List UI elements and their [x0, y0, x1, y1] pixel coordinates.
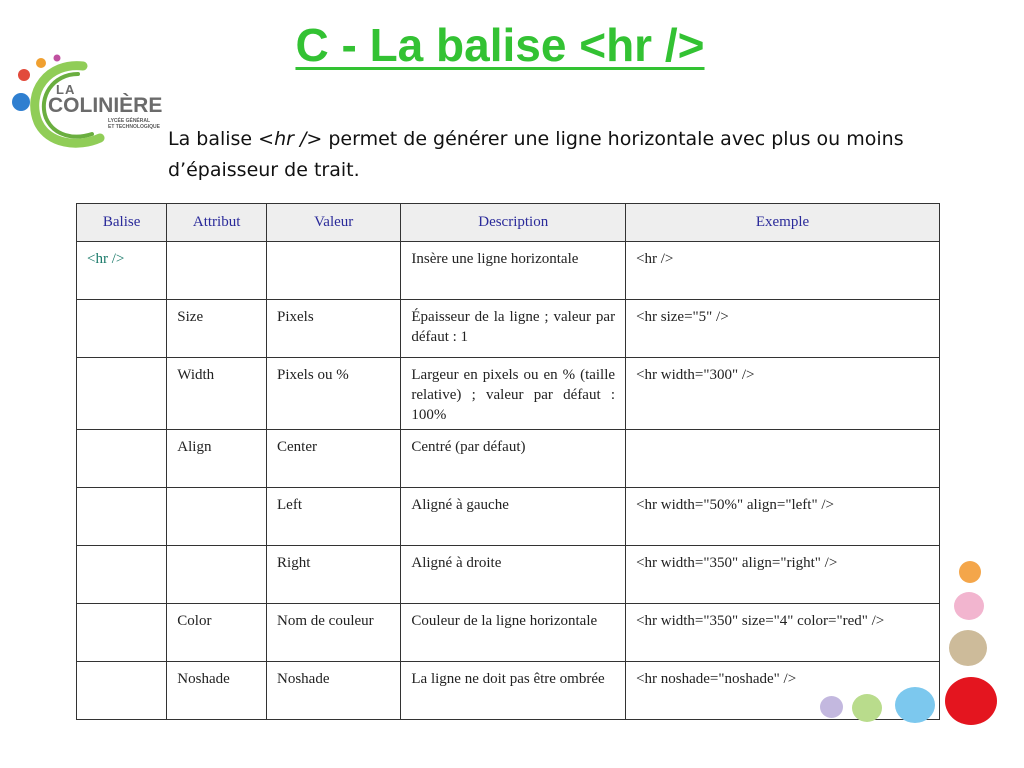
- cell-description: Épaisseur de la ligne ; valeur par défaut : 1: [401, 300, 626, 358]
- table-row: [77, 662, 940, 720]
- cell-description: Largeur en pixels ou en % (taille relative) ; valeur par défaut : 100%: [401, 358, 626, 430]
- dot-lilac: [820, 696, 843, 718]
- cell-balise: [77, 604, 167, 662]
- table-row: [77, 604, 940, 662]
- cell-valeur: Nom de couleur: [267, 604, 401, 662]
- table-row: [77, 430, 940, 488]
- intro-after: permet de générer une ligne horizontale avec plus ou moins d’épaisseur de trait.: [168, 128, 904, 181]
- logo-text-techno: ET TECHNOLOGIQUE: [108, 124, 160, 130]
- school-logo: [8, 52, 173, 152]
- dot-red: [945, 677, 997, 725]
- cell-valeur: Pixels ou %: [267, 358, 401, 430]
- logo-text-la: LA: [56, 82, 76, 97]
- table-row: [77, 300, 940, 358]
- cell-valeur: Center: [267, 430, 401, 488]
- cell-valeur: Pixels: [267, 300, 401, 358]
- cell-description: Centré (par défaut): [401, 430, 626, 488]
- cell-exemple: [626, 430, 940, 488]
- header-exemple: Exemple: [626, 204, 940, 242]
- header-attribut: Attribut: [167, 204, 267, 242]
- hr-attributes-table: [76, 203, 940, 720]
- header-balise: Balise: [77, 204, 167, 242]
- cell-exemple: <hr width="50%" align="left" />: [626, 488, 940, 546]
- dot-blue: [895, 687, 935, 723]
- header-valeur: Valeur: [267, 204, 401, 242]
- cell-balise: [77, 488, 167, 546]
- table-row: [77, 488, 940, 546]
- cell-exemple: <hr width="350" size="4" color="red" />: [626, 604, 940, 662]
- dot-beige: [949, 630, 987, 666]
- cell-exemple: <hr width="300" />: [626, 358, 940, 430]
- cell-valeur: Noshade: [267, 662, 401, 720]
- cell-attribut: [167, 242, 267, 300]
- cell-balise: <hr />: [77, 242, 167, 300]
- cell-attribut: [167, 488, 267, 546]
- cell-balise: [77, 430, 167, 488]
- cell-description: Couleur de la ligne horizontale: [401, 604, 626, 662]
- dot-pink: [954, 592, 984, 620]
- cell-attribut: Noshade: [167, 662, 267, 720]
- table-row: [77, 358, 940, 430]
- cell-exemple: <hr noshade="noshade" />: [626, 662, 940, 720]
- intro-tag: <hr />: [258, 128, 323, 150]
- table-header-row: [77, 204, 940, 242]
- cell-description: Insère une ligne horizontale: [401, 242, 626, 300]
- cell-attribut: Color: [167, 604, 267, 662]
- dot-green: [852, 694, 882, 722]
- intro-before: La balise: [168, 128, 259, 150]
- header-description: Description: [401, 204, 626, 242]
- cell-exemple: <hr />: [626, 242, 940, 300]
- cell-description: Aligné à gauche: [401, 488, 626, 546]
- cell-valeur: [267, 242, 401, 300]
- cell-valeur: Left: [267, 488, 401, 546]
- cell-exemple: <hr size="5" />: [626, 300, 940, 358]
- dot-orange: [959, 561, 981, 583]
- cell-attribut: [167, 546, 267, 604]
- slide-title: C - La balise <hr />: [295, 19, 705, 71]
- logo-text-lycee: LYCÉE GÉNÉRAL: [108, 118, 151, 124]
- cell-exemple: <hr width="350" align="right" />: [626, 546, 940, 604]
- cell-attribut: Align: [167, 430, 267, 488]
- cell-valeur: Right: [267, 546, 401, 604]
- cell-description: Aligné à droite: [401, 546, 626, 604]
- cell-balise: [77, 300, 167, 358]
- cell-balise: [77, 662, 167, 720]
- cell-attribut: Size: [167, 300, 267, 358]
- cell-attribut: Width: [167, 358, 267, 430]
- cell-balise: [77, 546, 167, 604]
- logo-text-coliniere: COLINIÈRE: [48, 94, 163, 117]
- cell-description: La ligne ne doit pas être ombrée: [401, 662, 626, 720]
- cell-balise: [77, 358, 167, 430]
- intro-paragraph: [168, 124, 928, 186]
- table-row: [77, 546, 940, 604]
- table-row: [77, 242, 940, 300]
